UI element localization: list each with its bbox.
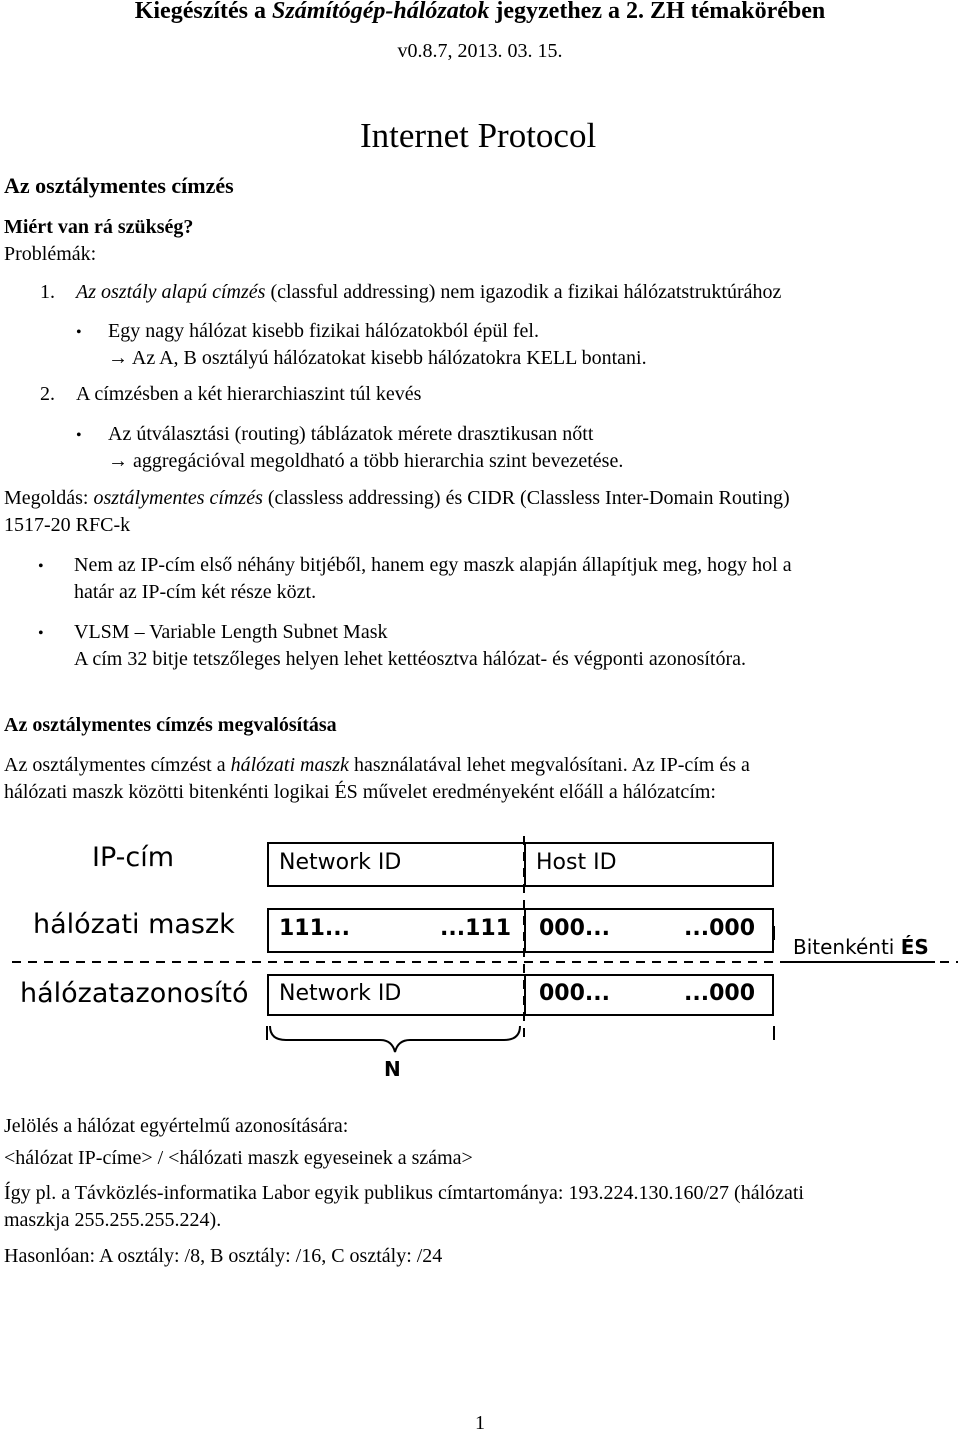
bullet-icon: • [38,625,44,642]
brace-label-n: N [384,1057,401,1081]
network-id-label: hálózatazonosító [20,978,249,1009]
heading-implementation: Az osztálymentes címzés megvalósítása [4,714,337,736]
bitwise-and-label: Bitenkénti ÉS [793,935,929,959]
solution-bullet-1-line-2: határ az IP-cím két része közt. [74,581,317,603]
heading-classless-addressing: Az osztálymentes címzés [4,173,234,198]
solution-bullet-2-line-2: A cím 32 bitje tetszőleges helyen lehet kettéosztva hálózat- és végponti azonosítóra. [74,648,747,670]
mask-zeros-end: ...000 [684,916,755,941]
implementation-paragraph-line-2: hálózati maszk közötti bitenkénti logikai ÉS művelet eredményeként előáll a hálózatcím: [4,781,716,803]
question-text: Miért van rá szükség? [4,216,194,238]
rfc-line: 1517-20 RFC-k [4,514,131,536]
problem-1-bullet: Egy nagy hálózat kisebb fizikai hálózatokból épül fel. [108,320,539,342]
solution-line: Megoldás: osztálymentes címzés (classless addressing) és CIDR (Classless Inter-Domain Routing) [4,487,790,509]
problem-1-arrow-line: → Az A, B osztályú hálózatokat kisebb hálózatokra KELL bontani. [108,347,647,369]
result-zeros-start: 000... [539,981,610,1006]
network-id-field: Network ID [279,850,402,875]
solution-bullet-1-line-1: Nem az IP-cím első néhány bitjéből, hanem egy maszk alapján állapítjuk meg, hogy hol a [74,554,792,576]
problems-label: Problémák: [4,243,97,265]
page-number: 1 [475,1412,485,1434]
mask-zeros-start: 000... [539,916,610,941]
problem-1-text: Az osztály alapú címzés (classful addressing) nem igazodik a fizikai hálózatstruktúrához [76,281,782,303]
notation-format: <hálózat IP-címe> / <hálózati maszk egyeseinek a száma> [4,1147,473,1169]
mask-ones-end: ...111 [440,916,511,941]
problem-1-number: 1. [40,281,55,303]
version-line: v0.8.7, 2013. 03. 15. [397,40,563,62]
bullet-icon: • [76,427,82,444]
network-mask-label: hálózati maszk [33,909,235,940]
class-prefix-line: Hasonlóan: A osztály: /8, B osztály: /16, C osztály: /24 [4,1245,443,1267]
problem-2-text: A címzésben a két hierarchiaszint túl kevés [76,383,422,405]
implementation-paragraph-line-1: Az osztálymentes címzést a hálózati maszk használatával lehet megvalósítani. Az IP-cím és a [4,754,750,776]
problem-2-arrow-line: → aggregációval megoldható a több hierarchia szint bevezetése. [108,450,624,472]
mask-ones-start: 111... [279,916,350,941]
notation-label: Jelölés a hálózat egyértelmű azonosítására: [4,1115,349,1137]
host-id-field: Host ID [536,850,617,875]
network-bits-brace [270,1026,520,1052]
example-line-2: maszkja 255.255.255.224). [4,1209,222,1231]
bullet-icon: • [38,558,44,575]
result-network-id-field: Network ID [279,981,402,1006]
problem-2-bullet: Az útválasztási (routing) táblázatok mérete drasztikusan nőtt [108,423,594,445]
problem-2-number: 2. [40,383,55,405]
example-line-1: Így pl. a Távközlés-informatika Labor egyik publikus címtartománya: 193.224.130.160/27 (hálózati [4,1182,804,1204]
result-zeros-end: ...000 [684,981,755,1006]
solution-bullet-2-line-1: VLSM – Variable Length Subnet Mask [74,621,388,643]
section-title: Internet Protocol [360,116,597,155]
bullet-icon: • [76,324,82,341]
document-title: Kiegészítés a Számítógép-hálózatok jegyzethez a 2. ZH témakörében [134,0,826,24]
ip-address-label: IP-cím [92,842,175,873]
